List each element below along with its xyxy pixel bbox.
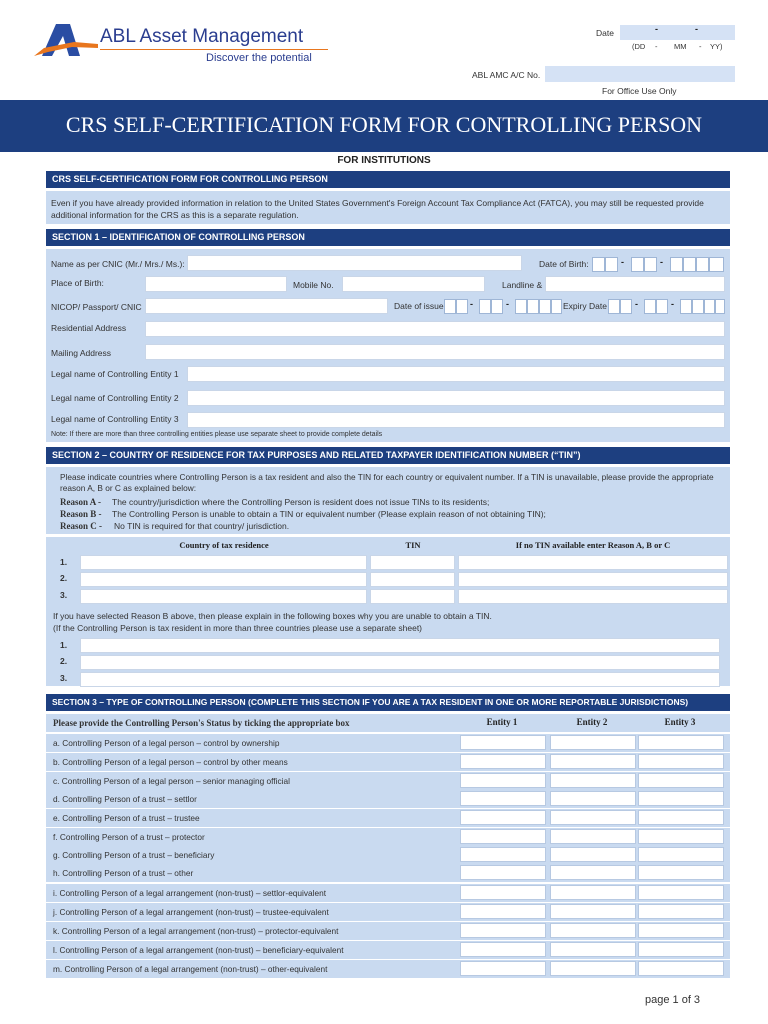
entity3-checkbox[interactable] <box>638 829 724 844</box>
entity3-checkbox[interactable] <box>638 754 724 769</box>
section2-intro: Please indicate countries where Controlling Person is a tax resident and also the TIN for each country or equivalent number. If a TIN is unavailable, please provide the appropriate reason A, B or C as explained below: <box>60 472 714 493</box>
explain-text-1: If you have selected Reason B above, then please explain in the following boxes why you are unable to obtain a TIN. <box>53 611 492 621</box>
entity2-checkbox[interactable] <box>550 923 636 938</box>
pob-label: Place of Birth: <box>51 278 104 288</box>
entity2-checkbox[interactable] <box>550 942 636 957</box>
mobile-input[interactable] <box>342 276 485 292</box>
reason-b-text: The Controlling Person is unable to obtain a TIN or equivalent number (Please explain reason of not obtaining TIN); <box>112 509 546 519</box>
page-number: page 1 of 3 <box>645 994 701 1006</box>
reason-a-key: Reason A - <box>60 497 102 507</box>
entity1-input[interactable] <box>187 366 725 382</box>
reason-a-text: The country/jurisdiction where the Controlling Person is resident does not issue TINs to its residents; <box>112 497 490 507</box>
section2-heading: SECTION 2 – COUNTRY OF RESIDENCE FOR TAX PURPOSES AND RELATED TAXPAYER IDENTIFICATION NUMBER (“TIN”) <box>46 447 730 464</box>
date-sep-2: - <box>695 24 698 34</box>
entity3-label: Legal name of Controlling Entity 3 <box>51 414 179 424</box>
status-row-label: g. Controlling Person of a trust – beneficiary <box>53 850 215 860</box>
entity2-checkbox[interactable] <box>550 810 636 825</box>
tin-reason-3[interactable] <box>458 589 728 604</box>
name-label: Name as per CNIC (Mr./ Mrs./ Ms.): <box>51 259 185 269</box>
section3-heading: SECTION 3 – TYPE OF CONTROLLING PERSON (COMPLETE THIS SECTION IF YOU ARE A TAX RESIDENT IN ONE OR MORE REPORTABLE JURISDICTIONS) <box>46 694 730 711</box>
section1-heading: SECTION 1 – IDENTIFICATION OF CONTROLLING PERSON <box>46 229 730 246</box>
entity2-checkbox[interactable] <box>550 735 636 750</box>
nicop-input[interactable] <box>145 298 388 314</box>
status-row-label: i. Controlling Person of a legal arrangement (non-trust) – settlor-equivalent <box>53 888 327 898</box>
status-row-label: j. Controlling Person of a legal arrangement (non-trust) – trustee-equivalent <box>53 907 329 917</box>
tin-country-1[interactable] <box>80 555 367 570</box>
entity2-checkbox[interactable] <box>550 885 636 900</box>
entity1-checkbox[interactable] <box>460 847 546 862</box>
explain-row-num: 1. <box>60 640 68 650</box>
entity3-checkbox[interactable] <box>638 961 724 976</box>
entity3-checkbox[interactable] <box>638 773 724 788</box>
status-row-label: k. Controlling Person of a legal arrangement (non-trust) – protector-equivalent <box>53 926 339 936</box>
entity3-checkbox[interactable] <box>638 735 724 750</box>
tin-row-num: 1. <box>60 557 68 567</box>
intro-heading: CRS SELF-CERTIFICATION FORM FOR CONTROLLING PERSON <box>46 171 730 188</box>
tin-number-1[interactable] <box>370 555 455 570</box>
date-input[interactable] <box>620 25 735 40</box>
reason-b-key: Reason B - <box>60 509 102 519</box>
entity2-checkbox[interactable] <box>550 791 636 806</box>
mailing-label: Mailing Address <box>51 348 112 358</box>
abl-logo-icon <box>34 22 102 58</box>
entity2-checkbox[interactable] <box>550 773 636 788</box>
status-row-label: f. Controlling Person of a trust – protector <box>53 832 205 842</box>
residential-input[interactable] <box>145 321 725 337</box>
status-row-label: e. Controlling Person of a trust – trustee <box>53 813 200 823</box>
reason-c-key: Reason C - <box>60 521 102 531</box>
pob-input[interactable] <box>145 276 287 292</box>
tin-number-3[interactable] <box>370 589 455 604</box>
entity-col-2: Entity 2 <box>576 717 608 727</box>
entity-col-1: Entity 1 <box>486 717 518 727</box>
mobile-label: Mobile No. <box>293 280 334 290</box>
entity2-checkbox[interactable] <box>550 754 636 769</box>
entity3-checkbox[interactable] <box>638 791 724 806</box>
status-row-label: m. Controlling Person of a legal arrangement (non-trust) – other-equivalent <box>53 964 328 974</box>
nicop-label: NICOP/ Passport/ CNIC <box>51 302 142 312</box>
page-title: CRS SELF-CERTIFICATION FORM FOR CONTROLLING PERSON <box>65 112 703 137</box>
status-row-label: l. Controlling Person of a legal arrangement (non-trust) – beneficiary-equivalent <box>53 945 344 955</box>
date-sep-1: - <box>655 24 658 34</box>
date-hint-dd: (DD <box>632 42 646 51</box>
entity3-checkbox[interactable] <box>638 847 724 862</box>
explain-input-1[interactable] <box>80 638 720 653</box>
entity1-checkbox[interactable] <box>460 810 546 825</box>
entity1-checkbox[interactable] <box>460 942 546 957</box>
entity1-checkbox[interactable] <box>460 829 546 844</box>
account-input[interactable] <box>545 66 735 82</box>
entity2-checkbox[interactable] <box>550 847 636 862</box>
reason-c-text: No TIN is required for that country/ jurisdiction. <box>114 521 290 531</box>
entity1-checkbox[interactable] <box>460 923 546 938</box>
tin-col-reason: If no TIN available enter Reason A, B or C <box>515 540 671 550</box>
brand-logo <box>34 22 102 58</box>
entity1-checkbox[interactable] <box>460 904 546 919</box>
explain-input-3[interactable] <box>80 672 720 687</box>
issue-label: Date of issue <box>394 301 444 311</box>
tin-reason-1[interactable] <box>458 555 728 570</box>
page-subtitle: FOR INSTITUTIONS <box>337 155 431 166</box>
tin-col-country: Country of tax residence <box>179 540 269 550</box>
status-label: Please provide the Controlling Person's Status by ticking the appropriate box <box>53 718 350 728</box>
entity1-label: Legal name of Controlling Entity 1 <box>51 369 179 379</box>
entity2-input[interactable] <box>187 390 725 406</box>
entity3-checkbox[interactable] <box>638 942 724 957</box>
entity1-checkbox[interactable] <box>460 865 546 880</box>
date-hint-sep2: - <box>699 42 702 51</box>
office-use-label: For Office Use Only <box>602 86 677 96</box>
status-row-label: a. Controlling Person of a legal person – control by ownership <box>53 738 280 748</box>
entity-col-3: Entity 3 <box>664 717 696 727</box>
status-row-label: c. Controlling Person of a legal person – senior managing official <box>53 776 290 786</box>
explain-input-2[interactable] <box>80 655 720 670</box>
explain-text-2: (If the Controlling Person is tax resident in more than three countries please use a separate sheet) <box>53 623 423 633</box>
date-hint-mm: MM <box>674 42 687 51</box>
entity1-checkbox[interactable] <box>460 754 546 769</box>
account-label: ABL AMC A/C No. <box>472 70 541 80</box>
intro-text: Even if you have already provided information in relation to the United States Government's Foreign Account Tax Compliance Act (FATCA), you may still be requested provide additional information for the CRS as this is a separate regulation. <box>51 198 704 220</box>
landline-input[interactable] <box>545 276 725 292</box>
tin-country-3[interactable] <box>80 589 367 604</box>
tin-number-2[interactable] <box>370 572 455 587</box>
entity2-checkbox[interactable] <box>550 904 636 919</box>
entity3-checkbox[interactable] <box>638 865 724 880</box>
name-input[interactable] <box>187 255 522 271</box>
entity1-checkbox[interactable] <box>460 735 546 750</box>
entity2-checkbox[interactable] <box>550 865 636 880</box>
entity1-checkbox[interactable] <box>460 885 546 900</box>
expiry-label: Expiry Date <box>563 301 607 311</box>
entity3-input[interactable] <box>187 412 725 428</box>
brand-name: ABL Asset Management <box>100 26 304 47</box>
entity3-checkbox[interactable] <box>638 810 724 825</box>
entity1-checkbox[interactable] <box>460 791 546 806</box>
status-row-label: b. Controlling Person of a legal person – control by other means <box>53 757 288 767</box>
date-hint-yy: YY) <box>710 42 723 51</box>
status-row-label: d. Controlling Person of a trust – settlor <box>53 794 197 804</box>
residential-label: Residential Address <box>51 323 127 333</box>
entity3-checkbox[interactable] <box>638 885 724 900</box>
landline-label: Landline & <box>502 280 543 290</box>
date-label: Date <box>596 28 614 38</box>
tin-reason-2[interactable] <box>458 572 728 587</box>
entity1-checkbox[interactable] <box>460 773 546 788</box>
mailing-input[interactable] <box>145 344 725 360</box>
entity1-checkbox[interactable] <box>460 961 546 976</box>
entity3-checkbox[interactable] <box>638 923 724 938</box>
tin-country-2[interactable] <box>80 572 367 587</box>
dob-label: Date of Birth: <box>539 259 589 269</box>
status-row-label: h. Controlling Person of a trust – other <box>53 868 194 878</box>
brand-divider <box>100 49 328 50</box>
section1-note: Note: If there are more than three controlling entities please use separate sheet to provide complete details <box>51 431 383 438</box>
explain-row-num: 2. <box>60 656 68 666</box>
brand-tagline: Discover the potential <box>206 52 312 64</box>
entity2-checkbox[interactable] <box>550 961 636 976</box>
entity2-checkbox[interactable] <box>550 829 636 844</box>
entity3-checkbox[interactable] <box>638 904 724 919</box>
tin-row-num: 3. <box>60 590 68 600</box>
tin-row-num: 2. <box>60 573 68 583</box>
explain-row-num: 3. <box>60 673 68 683</box>
tin-col-tin: TIN <box>405 540 421 550</box>
entity2-label: Legal name of Controlling Entity 2 <box>51 393 179 403</box>
date-hint-sep1: - <box>655 42 658 51</box>
